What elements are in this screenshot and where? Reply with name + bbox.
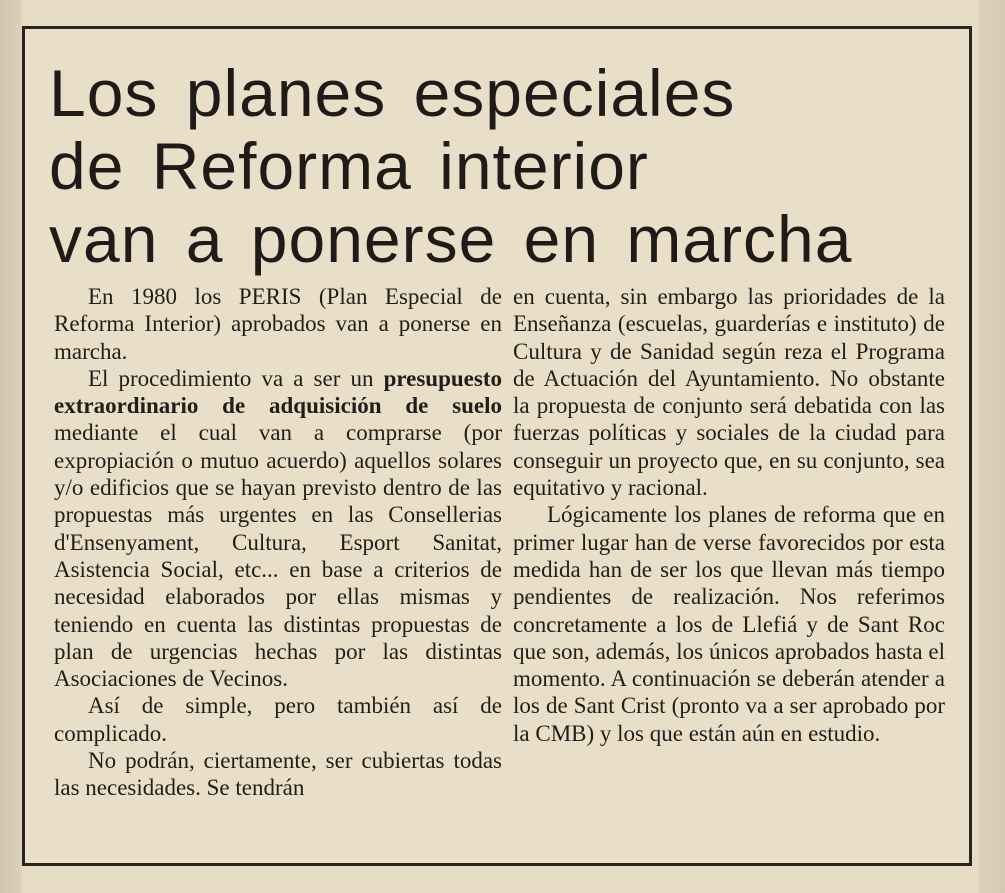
adjacent-page-right-edge [979,0,1005,893]
article-frame [22,26,972,866]
left-column [54,283,502,802]
headline-line-2: de Reforma interior [49,129,649,203]
right-column [513,283,945,747]
paragraph-intro: El procedimiento va a ser un [88,365,384,391]
paragraph: No podrán, ciertamente, ser cubiertas todas las necesidades. Se tendrán [54,748,502,801]
headline [49,57,959,276]
paragraph: En 1980 los PERIS (Plan Especial de Reforma Interior) aprobados van a ponerse en marcha. [54,284,502,364]
bold-phrase: presupuesto extraordinario de adquisición de suelo [54,365,502,419]
paragraph-rest: mediante el cual van a comprarse (por expropiación o mutuo acuerdo) aquellos solares y/o edificios que se hayan previsto dentro de las propuestas más urgentes en las Consellerias d'Ensenyament, Cultura, Esport Sanitat, Asistencia Social, etc... en base a criterios de necesidad elaborados por ellas mismas y teniendo en cuenta las distintas propuestas de plan de urgencias hechas por las distintas Asociaciones de Vecinos. [54,420,502,692]
headline-line-1: Los planes especiales [49,56,736,130]
paragraph: Así de simple, pero también así de complicado. [54,693,502,746]
paragraph: en cuenta, sin embargo las prioridades de la Enseñanza (escuelas, guarderías e instituto) de Cultura y de Sanidad según reza el Programa de Actuación del Ayuntamiento. No obstante la propuesta de conjunto será debatida con las fuerzas políticas y sociales de la ciudad para conseguir un proyecto que, en su conjunto, sea equitativo y racional. [513,284,945,501]
adjacent-page-left-edge [0,0,22,893]
paragraph [54,365,502,693]
headline-line-3: van a ponerse en marcha [49,202,853,276]
paragraph: Lógicamente los planes de reforma que en primer lugar han de verse favorecidos por esta medida han de ser los que llevan más tiempo pendientes de realización. Nos referimos concretamente a los de Llefiá y de Sant Roc que son, además, los únicos aprobados hasta el momento. A continuación se deberán atender a los de Sant Crist (pronto va a ser aprobado por la CMB) y los que están aún en estudio. [513,502,945,746]
